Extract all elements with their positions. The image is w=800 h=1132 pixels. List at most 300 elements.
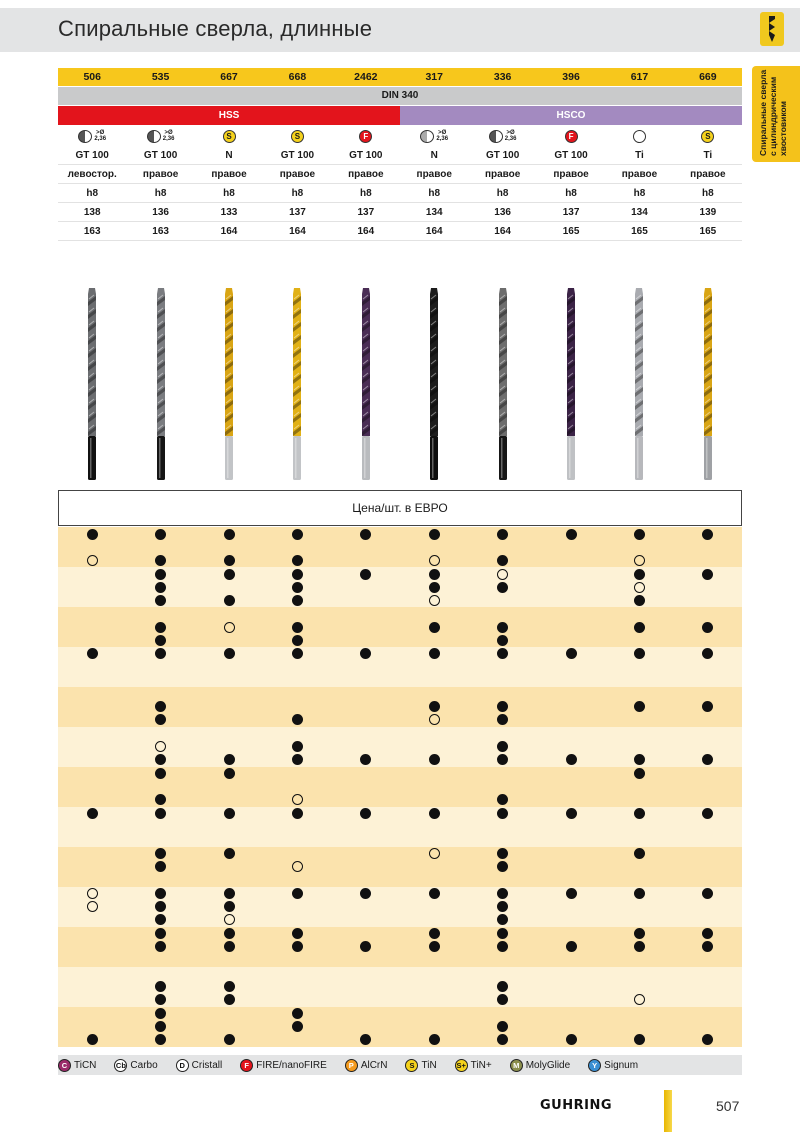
- half-circle-icon: [78, 130, 92, 143]
- on-request-ring: [429, 595, 440, 606]
- available-dot: [702, 648, 713, 659]
- material-hss: HSS: [58, 106, 400, 125]
- drill-bit-icon: [426, 286, 442, 482]
- available-dot: [497, 1034, 508, 1045]
- diameter-symbol: >Ø: [96, 130, 105, 136]
- available-dot: [566, 808, 577, 819]
- available-dot: [292, 808, 303, 819]
- page-ref[interactable]: 137: [357, 207, 375, 218]
- page-ref[interactable]: 136: [494, 207, 511, 218]
- available-dot: [224, 754, 235, 765]
- price-header: Цена/шт. в ЕВРО: [58, 490, 742, 526]
- page-ref[interactable]: 134: [631, 207, 648, 218]
- on-request-ring: [634, 582, 645, 593]
- diameter-threshold: [163, 130, 175, 142]
- coating-badge-icon: D: [176, 1059, 189, 1072]
- available-dot: [292, 555, 303, 566]
- catalog-number: 668: [288, 71, 307, 83]
- available-dot: [497, 714, 508, 725]
- legend-item: [176, 1059, 223, 1072]
- coating-cell: [400, 126, 468, 146]
- available-dot: [702, 754, 713, 765]
- page-ref[interactable]: 137: [562, 207, 580, 218]
- page-title: Спиральные сверла, длинные: [58, 16, 373, 41]
- available-dot: [634, 848, 645, 859]
- coating-badge-icon: P: [345, 1059, 358, 1072]
- page-ref[interactable]: 134: [425, 207, 443, 218]
- on-request-ring: [497, 569, 508, 580]
- coating-legend: [58, 1055, 742, 1075]
- page-ref[interactable]: 137: [289, 207, 306, 218]
- available-dot: [497, 529, 508, 540]
- on-request-ring: [87, 901, 98, 912]
- available-dot: [292, 1008, 303, 1019]
- available-dot: [155, 1034, 166, 1045]
- available-dot: [224, 529, 235, 540]
- on-request-ring: [292, 861, 303, 872]
- available-dot: [497, 1021, 508, 1032]
- available-dot: [634, 1034, 645, 1045]
- available-dot: [497, 928, 508, 939]
- legend-label: TiN: [421, 1059, 437, 1071]
- side-tab-label: Спиральные сверла с цилиндрическим хвостовиком: [758, 69, 788, 156]
- catalog-number: 535: [151, 71, 170, 83]
- drill-bit-icon: [289, 286, 305, 482]
- legend-item: [114, 1059, 157, 1072]
- standard-label: DIN 340: [381, 90, 419, 101]
- legend-label: Cristall: [191, 1059, 223, 1071]
- available-dot: [429, 888, 440, 899]
- legend-item: [58, 1059, 96, 1072]
- drill-image: [605, 286, 673, 482]
- available-dot: [702, 529, 713, 540]
- tolerance-row: [58, 184, 742, 203]
- available-dot: [429, 808, 440, 819]
- available-dot: [292, 529, 303, 540]
- diameter-threshold: [436, 130, 448, 142]
- coating-badge-icon: F: [240, 1059, 253, 1072]
- page-ref[interactable]: 139: [699, 207, 717, 218]
- dual-coating-icon: [489, 130, 517, 143]
- page-header: [0, 8, 800, 52]
- on-request-ring: [429, 848, 440, 859]
- geometry-row: [58, 146, 742, 165]
- catalog-number: 317: [425, 71, 443, 83]
- available-dot: [155, 848, 166, 859]
- page-ref[interactable]: 164: [289, 226, 306, 237]
- available-dot: [702, 928, 713, 939]
- geometry-value: Ti: [703, 150, 713, 161]
- legend-item: [588, 1059, 638, 1072]
- tolerance-value: h8: [633, 188, 646, 199]
- on-request-ring: [429, 714, 440, 725]
- available-dot: [360, 754, 371, 765]
- available-dot: [155, 754, 166, 765]
- on-request-ring: [155, 741, 166, 752]
- available-dot: [292, 741, 303, 752]
- available-dot: [497, 635, 508, 646]
- page-ref[interactable]: 163: [83, 226, 101, 237]
- on-request-ring: [87, 555, 98, 566]
- available-dot: [292, 622, 303, 633]
- available-dot: [634, 928, 645, 939]
- available-dot: [155, 648, 166, 659]
- available-dot: [87, 648, 98, 659]
- available-dot: [292, 582, 303, 593]
- available-dot: [360, 648, 371, 659]
- page-ref[interactable]: 164: [425, 226, 443, 237]
- geometry-value: GT 100: [75, 150, 109, 161]
- geometry-value: N: [225, 150, 233, 161]
- available-dot: [634, 754, 645, 765]
- available-dot: [224, 1034, 235, 1045]
- coating-badge-icon: Cb: [115, 1060, 126, 1070]
- coating-icon-row: [58, 126, 742, 146]
- direction-value: левостор.: [67, 169, 117, 180]
- available-dot: [224, 848, 235, 859]
- available-dot: [702, 701, 713, 712]
- available-dot: [155, 701, 166, 712]
- coating-badge-icon: M: [510, 1059, 523, 1072]
- half-circle-icon: [147, 130, 161, 143]
- available-dot: [224, 555, 235, 566]
- brand-logo: GUHRING: [540, 1098, 613, 1113]
- available-dot: [634, 622, 645, 633]
- coating-badge-icon: S+: [456, 1060, 466, 1070]
- available-dot: [224, 808, 235, 819]
- available-dot: [155, 768, 166, 779]
- available-dot: [497, 648, 508, 659]
- tolerance-value: h8: [428, 188, 441, 199]
- standard-row: [58, 87, 742, 105]
- geometry-value: GT 100: [554, 150, 588, 161]
- available-dot: [429, 569, 440, 580]
- coating-cell: [468, 126, 536, 146]
- page-ref[interactable]: 164: [220, 226, 238, 237]
- available-dot: [429, 701, 440, 712]
- available-dot: [497, 901, 508, 912]
- legend-item: [510, 1059, 570, 1072]
- coating-cell: [263, 126, 331, 146]
- available-dot: [155, 529, 166, 540]
- available-dot: [224, 901, 235, 912]
- tin-coating-icon: S: [291, 130, 304, 143]
- available-dot: [566, 754, 577, 765]
- available-dot: [497, 981, 508, 992]
- available-dot: [292, 714, 303, 725]
- catalog-number: 506: [83, 71, 101, 83]
- coating-cell: [674, 126, 742, 146]
- available-dot: [497, 582, 508, 593]
- catalog-number: 667: [220, 71, 238, 83]
- geometry-value: GT 100: [485, 150, 520, 161]
- available-dot: [702, 888, 713, 899]
- available-dot: [292, 941, 303, 952]
- coating-badge-icon: Y: [588, 1059, 601, 1072]
- available-dot: [224, 569, 235, 580]
- available-dot: [360, 808, 371, 819]
- available-dot: [497, 994, 508, 1005]
- tolerance-value: h8: [154, 188, 167, 199]
- section-side-tab[interactable]: [752, 66, 800, 162]
- available-dot: [155, 808, 166, 819]
- tin-coating-icon: S: [701, 130, 714, 143]
- direction-value: правое: [416, 169, 452, 180]
- available-dot: [87, 808, 98, 819]
- available-dot: [497, 754, 508, 765]
- available-dot: [155, 861, 166, 872]
- drill-image: [537, 286, 605, 482]
- available-dot: [224, 941, 235, 952]
- page-ref[interactable]: 138: [83, 207, 101, 218]
- diameter-symbol: >Ø: [438, 130, 447, 136]
- direction-value: правое: [142, 169, 179, 180]
- on-request-ring: [634, 994, 645, 1005]
- coating-badge-icon: C: [58, 1059, 71, 1072]
- diameter-threshold: [505, 130, 517, 142]
- available-dot: [634, 569, 645, 580]
- drill-bit-icon: [153, 286, 169, 482]
- available-dot: [497, 888, 508, 899]
- available-dot: [155, 1021, 166, 1032]
- available-dot: [360, 1034, 371, 1045]
- available-dot: [429, 622, 440, 633]
- legend-item: [345, 1059, 388, 1072]
- available-dot: [360, 529, 371, 540]
- available-dot: [292, 1021, 303, 1032]
- on-request-ring: [292, 794, 303, 805]
- available-dot: [497, 848, 508, 859]
- tolerance-value: h8: [86, 188, 99, 199]
- available-dot: [429, 1034, 440, 1045]
- page-ref[interactable]: 133: [220, 207, 238, 218]
- page-ref[interactable]: 163: [152, 226, 169, 237]
- available-dot: [155, 794, 166, 805]
- available-dot: [497, 701, 508, 712]
- on-request-ring: [224, 914, 235, 925]
- fire-coating-icon: F: [565, 130, 578, 143]
- page-ref[interactable]: 136: [152, 207, 169, 218]
- available-dot: [634, 888, 645, 899]
- page-ref-row-a: [58, 203, 742, 222]
- direction-value: правое: [279, 169, 316, 180]
- page-ref[interactable]: 164: [494, 226, 511, 237]
- direction-value: правое: [553, 169, 589, 180]
- catalog-number: 2462: [354, 71, 378, 83]
- geometry-value: N: [430, 150, 438, 161]
- legend-item: [405, 1059, 436, 1072]
- coating-cell: [537, 126, 605, 146]
- dual-coating-icon: [78, 130, 106, 143]
- drill-bit-icon: [631, 286, 647, 482]
- available-dot: [497, 794, 508, 805]
- available-dot: [360, 941, 371, 952]
- available-dot: [429, 582, 440, 593]
- available-dot: [634, 529, 645, 540]
- dual-coating-icon: [420, 130, 448, 143]
- page-ref-row-b: [58, 222, 742, 241]
- available-dot: [702, 569, 713, 580]
- available-dot: [224, 994, 235, 1005]
- tolerance-value: h8: [496, 188, 509, 199]
- drill-bit-icon: [358, 286, 374, 482]
- coating-cell: [605, 126, 673, 146]
- available-dot: [429, 928, 440, 939]
- drill-image: [468, 286, 536, 482]
- legend-label: MolyGlide: [525, 1059, 571, 1071]
- drill-bit-icon: [700, 286, 716, 482]
- direction-value: правое: [690, 169, 726, 180]
- diameter-symbol: >Ø: [506, 130, 515, 136]
- tolerance-value: h8: [359, 188, 372, 199]
- page-ref[interactable]: 164: [357, 226, 375, 237]
- drill-image: [263, 286, 331, 482]
- diameter-value: 2,36: [436, 136, 449, 142]
- legend-label: Carbo: [130, 1059, 158, 1071]
- available-dot: [497, 941, 508, 952]
- available-dot: [224, 595, 235, 606]
- material-hsco: HSCO: [400, 106, 742, 125]
- available-dot: [429, 754, 440, 765]
- legend-label: FIRE/nanoFIRE: [256, 1059, 327, 1071]
- available-dot: [702, 1034, 713, 1045]
- available-dot: [634, 941, 645, 952]
- uncoated-icon: [633, 130, 646, 143]
- available-dot: [155, 981, 166, 992]
- drill-bit-icon: [84, 286, 100, 482]
- available-dot: [566, 529, 577, 540]
- legend-label: AlCrN: [360, 1059, 388, 1071]
- legend-item: [240, 1059, 327, 1072]
- available-dot: [155, 901, 166, 912]
- tolerance-value: h8: [702, 188, 714, 199]
- on-request-ring: [634, 555, 645, 566]
- available-dot: [292, 648, 303, 659]
- available-dot: [87, 1034, 98, 1045]
- coating-cell: [58, 126, 126, 146]
- available-dot: [155, 714, 166, 725]
- direction-row: [58, 165, 742, 184]
- available-dot: [634, 768, 645, 779]
- geometry-value: Ti: [635, 150, 644, 161]
- half-circle-icon: [489, 130, 503, 143]
- material-row: [58, 106, 742, 125]
- available-dot: [497, 861, 508, 872]
- available-dot: [224, 768, 235, 779]
- available-dot: [702, 808, 713, 819]
- geometry-value: GT 100: [349, 150, 383, 161]
- tolerance-value: h8: [223, 188, 235, 199]
- available-dot: [155, 595, 166, 606]
- available-dot: [87, 529, 98, 540]
- catalog-number: 617: [630, 71, 649, 83]
- coating-cell: [126, 126, 194, 146]
- available-dot: [155, 928, 166, 939]
- available-dot: [634, 595, 645, 606]
- tolerance-value: h8: [291, 188, 304, 199]
- coating-cell: [332, 126, 400, 146]
- available-dot: [224, 981, 235, 992]
- available-dot: [155, 555, 166, 566]
- legend-label: TiCN: [74, 1059, 97, 1071]
- available-dot: [497, 741, 508, 752]
- available-dot: [360, 569, 371, 580]
- drill-bit-icon: [563, 286, 579, 482]
- catalog-number: 396: [562, 71, 580, 83]
- drill-logo-icon: [760, 12, 784, 46]
- tin-coating-icon: S: [223, 130, 236, 143]
- available-dot: [155, 582, 166, 593]
- available-dot: [360, 888, 371, 899]
- available-dot: [497, 914, 508, 925]
- available-dot: [155, 914, 166, 925]
- page-ref[interactable]: 165: [699, 226, 717, 237]
- catalog-number: 669: [699, 71, 717, 83]
- fire-coating-icon: F: [359, 130, 372, 143]
- available-dot: [497, 808, 508, 819]
- available-dot: [429, 648, 440, 659]
- legend-item: [455, 1059, 492, 1072]
- available-dot: [634, 648, 645, 659]
- available-dot: [155, 622, 166, 633]
- drill-image: [58, 286, 126, 482]
- available-dot: [224, 888, 235, 899]
- coating-cell: [195, 126, 263, 146]
- diameter-threshold: [94, 130, 106, 142]
- page-ref[interactable]: 165: [562, 226, 580, 237]
- diameter-value: 2,36: [94, 136, 107, 142]
- available-dot: [702, 622, 713, 633]
- available-dot: [429, 941, 440, 952]
- available-dot: [566, 1034, 577, 1045]
- page-ref[interactable]: 165: [631, 226, 648, 237]
- drill-image: [674, 286, 742, 482]
- available-dot: [292, 569, 303, 580]
- diameter-symbol: >Ø: [164, 130, 173, 136]
- available-dot: [155, 941, 166, 952]
- legend-label: Signum: [604, 1059, 639, 1071]
- page-number: 507: [716, 1098, 740, 1114]
- available-dot: [292, 595, 303, 606]
- on-request-ring: [87, 888, 98, 899]
- geometry-value: GT 100: [280, 150, 315, 161]
- diameter-value: 2,36: [504, 136, 517, 142]
- available-dot: [566, 941, 577, 952]
- tolerance-value: h8: [565, 188, 577, 199]
- drill-bit-icon: [221, 286, 237, 482]
- direction-value: правое: [484, 169, 521, 180]
- available-dot: [497, 622, 508, 633]
- available-dot: [634, 701, 645, 712]
- direction-value: правое: [621, 169, 658, 180]
- available-dot: [155, 569, 166, 580]
- available-dot: [702, 941, 713, 952]
- drill-images: [58, 286, 742, 482]
- available-dot: [155, 1008, 166, 1019]
- diameter-value: 2,36: [162, 136, 175, 142]
- catalog-number-row: [58, 68, 742, 86]
- available-dot: [292, 888, 303, 899]
- footer-accent-bar: [664, 1090, 672, 1132]
- geometry-value: GT 100: [143, 150, 178, 161]
- available-dot: [292, 754, 303, 765]
- drill-image: [195, 286, 263, 482]
- direction-value: правое: [211, 169, 247, 180]
- half-circle-icon: [420, 130, 434, 143]
- catalog-number: 336: [493, 71, 512, 83]
- drill-bit-icon: [495, 286, 511, 482]
- coating-badge-icon: S: [405, 1059, 418, 1072]
